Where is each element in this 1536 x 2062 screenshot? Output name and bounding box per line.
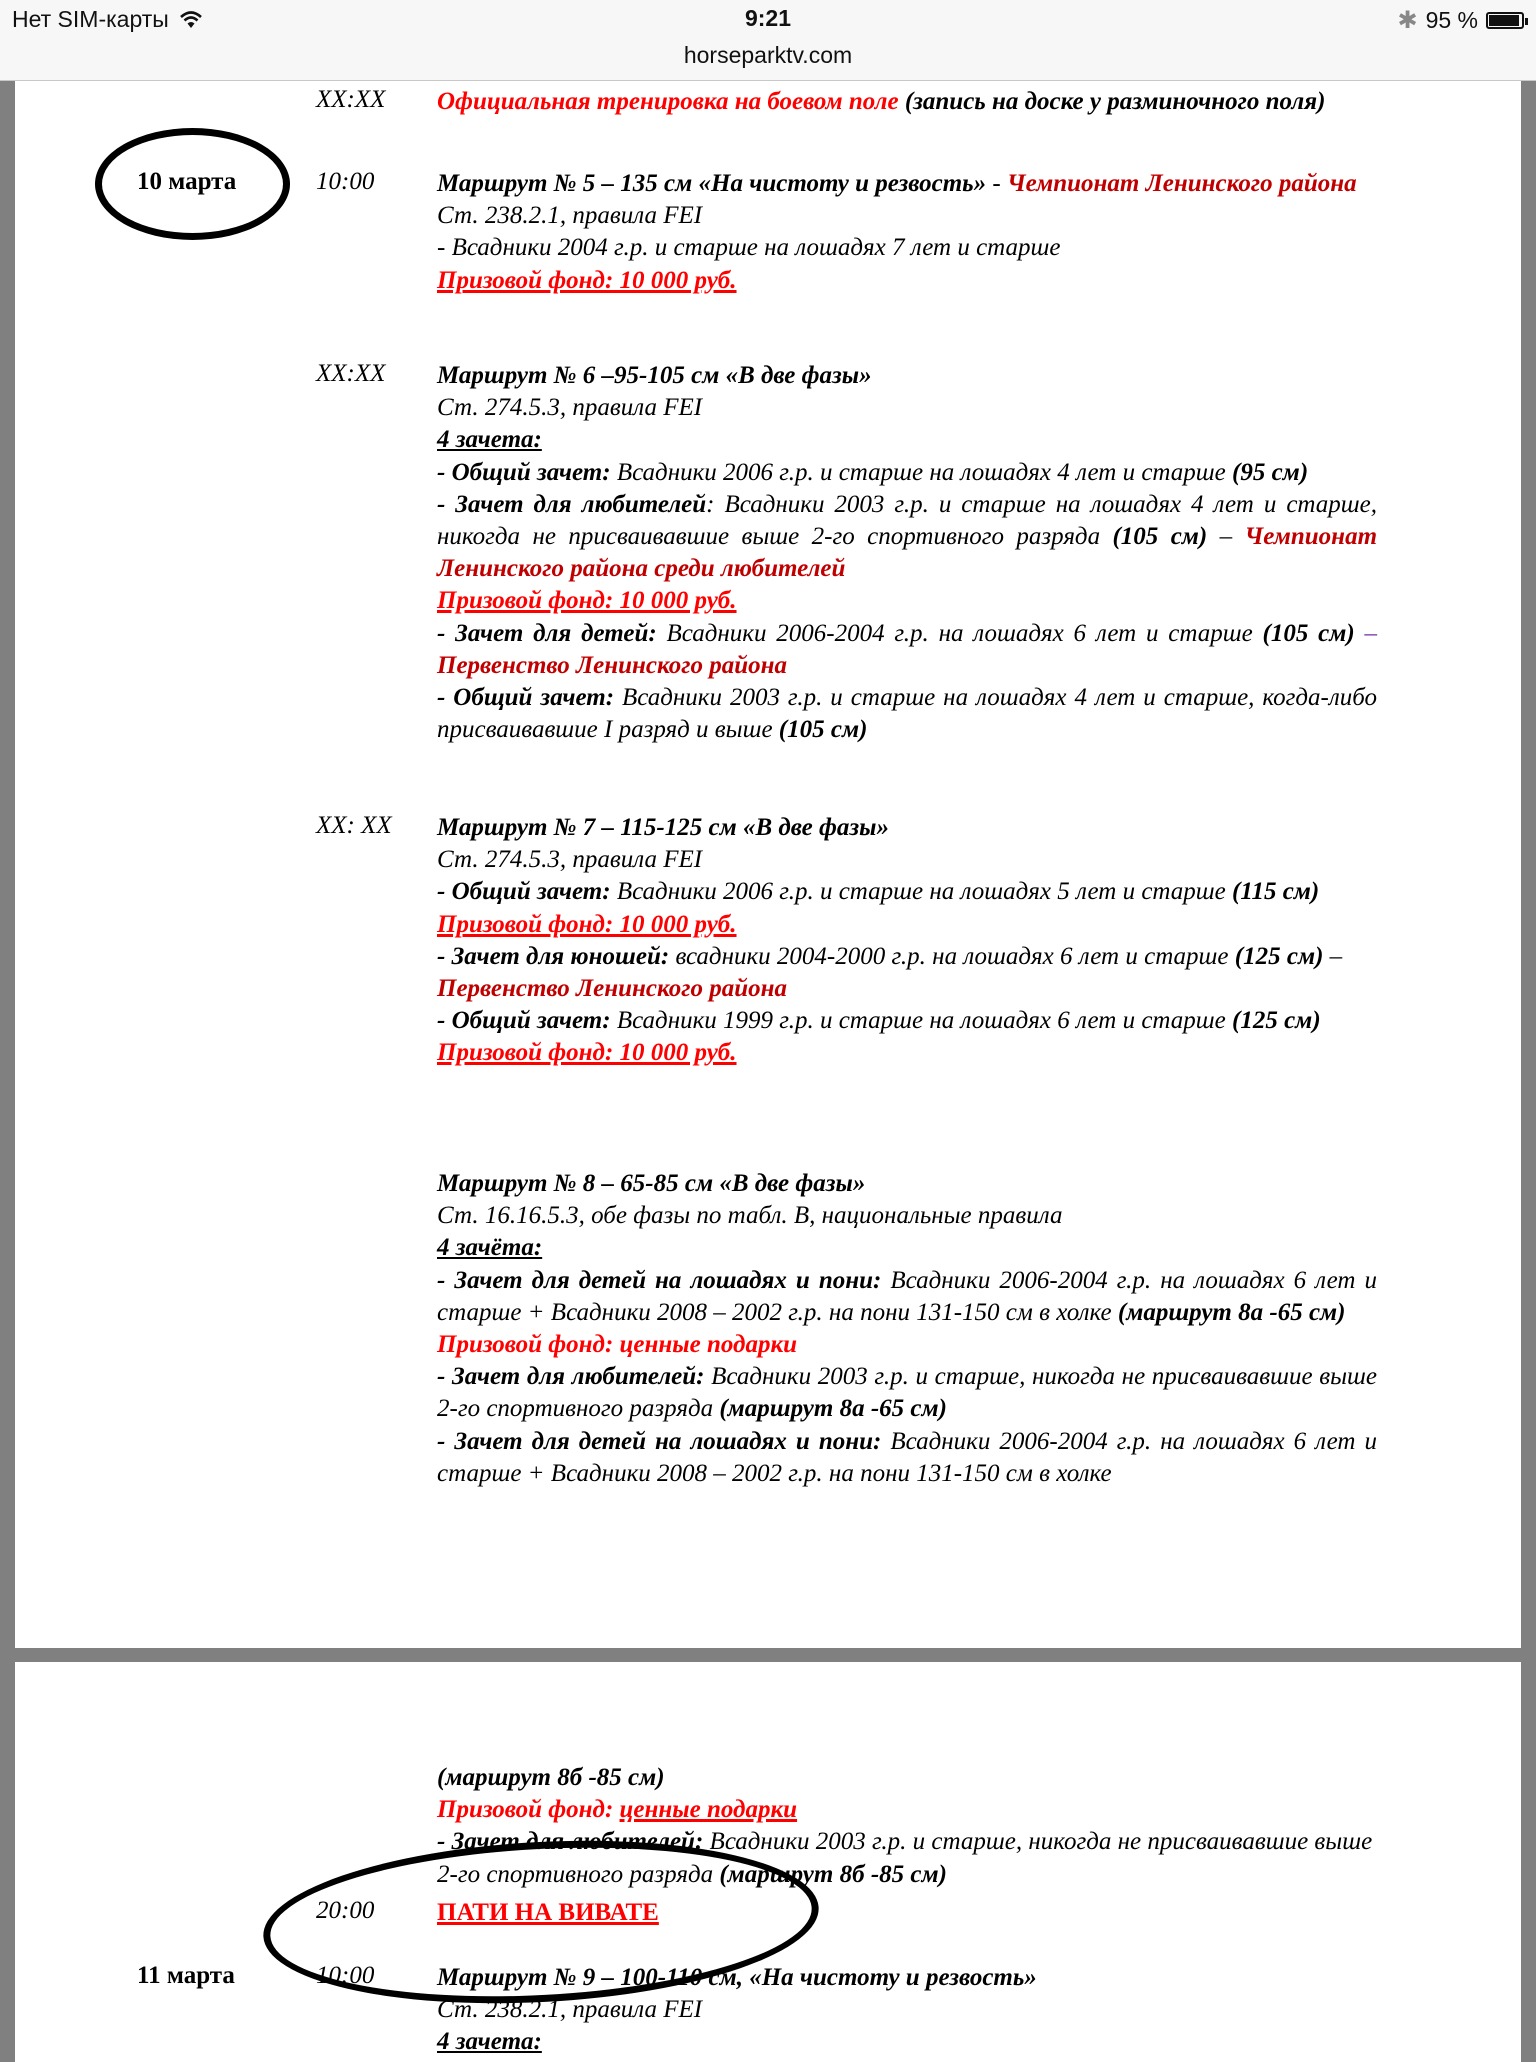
route5-rule: Ст. 238.2.1, правила FEI xyxy=(437,202,703,230)
text-run: Первенство Ленинского района xyxy=(437,651,787,679)
text-run: Всадники 2006-2004 г.р. на лошадях 6 лет и старше xyxy=(656,619,1263,647)
time-cell: XX:XX xyxy=(316,86,386,113)
carrier-label: Нет SIM-карты xyxy=(12,6,169,32)
battery-fill xyxy=(1489,15,1519,26)
text-run: Всадники 2006-2004 г.р. на лошадях 6 лет и старше + Всадники 2008 – 2002 г.р. на пони 131-150 см в холке xyxy=(437,1266,1377,1326)
text-run: (115 см) xyxy=(1232,878,1320,906)
text-run: (125 см) xyxy=(1232,1007,1321,1035)
text-run: - Зачет для юношей: xyxy=(437,942,670,970)
text-run: – xyxy=(1323,942,1343,970)
text-run: : Всадники 2003 г.р. и старше на лошадях 4 лет и старше, никогда не присваивавшие выше 2-го спортивного разряда xyxy=(437,490,1377,551)
text-run: Всадники 2006 г.р. и старше на лошадях 5 лет и старше xyxy=(610,878,1233,906)
text-run: (105 см) xyxy=(1262,619,1355,647)
route5-block xyxy=(437,168,1377,297)
text-run: - Зачет для любителей: xyxy=(437,1363,705,1391)
route7-class-3 xyxy=(437,1005,1377,1037)
text-run: – xyxy=(1219,523,1245,551)
route9-block xyxy=(437,1962,1377,2059)
route8-class-3 xyxy=(437,1426,1377,1490)
pdf-page-2 xyxy=(15,1662,1521,2062)
route8-prize: Призовой фонд: ценные подарки xyxy=(437,1331,798,1359)
route9-rule: Ст. 238.2.1, правила FEI xyxy=(437,1996,703,2024)
route9-time: 10:00 xyxy=(316,1962,375,1989)
route8-title: Маршрут № 8 – 65-85 см «В две фазы» xyxy=(437,1170,866,1197)
training-note: (запись на доске у разминочного поля) xyxy=(898,88,1326,115)
text-run: - Общий зачет: xyxy=(437,684,615,712)
text-run: Первенство Ленинского района xyxy=(437,975,787,1003)
status-right xyxy=(1397,6,1524,35)
text-run: Всадники 2003 г.р. и старше, никогда не присваивавшие выше 2-го спортивного разряда xyxy=(437,1363,1377,1423)
route5-sep: - xyxy=(986,170,1007,197)
text-run: Чемпионат Ленинского района среди любителей xyxy=(437,523,1378,583)
text-run: - Зачет для любителей: xyxy=(437,1828,704,1856)
route6-prize: Призовой фонд: 10 000 руб. xyxy=(437,587,737,615)
route6-class-2 xyxy=(437,489,1377,586)
text-run: – xyxy=(1354,619,1378,647)
pdf-page-1 xyxy=(15,0,1521,1648)
ios-status-bar xyxy=(0,0,1536,81)
route8-count: 4 зачёта: xyxy=(437,1234,543,1262)
date-10-march: 10 марта xyxy=(137,168,237,195)
text-run: - Зачет для детей на лошадях и пони: xyxy=(437,1427,882,1455)
route6-block xyxy=(437,360,1377,746)
route6-class-3 xyxy=(437,618,1377,682)
route5-championship: Чемпионат Ленинского района xyxy=(1006,170,1357,197)
party-entry xyxy=(437,1897,1377,1929)
route5-title: Маршрут № 5 – 135 см «На чистоту и резвость» xyxy=(437,170,987,197)
text-run: (105 см) xyxy=(1112,523,1208,551)
route8-class-1 xyxy=(437,1265,1377,1329)
route5-prize: Призовой фонд: 10 000 руб. xyxy=(437,266,737,294)
text-run: Всадники 2006 г.р. и старше на лошадях 4 лет и старше xyxy=(610,458,1233,486)
text-run: - Зачет для детей: xyxy=(437,619,657,647)
route6-class-1 xyxy=(437,457,1377,489)
route6-title: Маршрут № 6 –95-105 см «В две фазы» xyxy=(437,362,872,389)
route8b-prize-value: ценные подарки xyxy=(619,1796,798,1824)
official-training-entry xyxy=(437,86,1377,118)
route7-rule: Ст. 274.5.3, правила FEI xyxy=(437,846,703,874)
route8-class-2 xyxy=(437,1361,1377,1425)
route9-title: Маршрут № 9 – 100-110 см, «На чистоту и резвость» xyxy=(437,1964,1037,1991)
text-run: всадники 2004-2000 г.р. на лошадях 6 лет и старше xyxy=(669,942,1235,970)
route5-riders: - Всадники 2004 г.р. и старше на лошадях 7 лет и старше xyxy=(437,234,1061,262)
text-run: - Зачет для детей на лошадях и пони: xyxy=(437,1266,882,1294)
text-run: - Общий зачет: xyxy=(437,1007,611,1035)
battery-tip xyxy=(1525,18,1528,25)
route7-block xyxy=(437,812,1377,1070)
date-11-march: 11 марта xyxy=(137,1962,235,1989)
text-run: (маршрут 8а -65 см) xyxy=(1117,1298,1346,1326)
route8b-label: (маршрут 8б -85 см) xyxy=(437,1764,665,1791)
route7-prize-2: Призовой фонд: 10 000 руб. xyxy=(437,1039,737,1067)
route8-rule: Ст. 16.16.5.3, обе фазы по табл. В, национальные правила xyxy=(437,1202,1063,1230)
address-bar-url[interactable]: horseparktv.com xyxy=(683,42,853,68)
route7-title: Маршрут № 7 – 115-125 см «В две фазы» xyxy=(437,814,889,841)
route7-prize-1: Призовой фонд: 10 000 руб. xyxy=(437,910,737,938)
route7-class-2 xyxy=(437,941,1377,1005)
bluetooth-icon: ✱ xyxy=(1397,7,1418,34)
route8b-prize-label: Призовой фонд: xyxy=(437,1796,620,1824)
text-run: - Зачет для любителей xyxy=(437,490,707,518)
route6-count: 4 зачета: xyxy=(437,426,542,454)
text-run: Всадники 1999 г.р. и старше на лошадях 6 лет и старше xyxy=(610,1007,1233,1035)
battery-icon xyxy=(1486,12,1524,29)
route5-time: 10:00 xyxy=(316,168,375,195)
clock: 9:21 xyxy=(744,5,792,31)
party-time: 20:00 xyxy=(316,1897,375,1924)
text-run: Всадники 2003 г.р. и старше на лошадях 4 лет и старше, когда-либо присваивавшие I разряд и выше xyxy=(437,684,1377,744)
text-run: (маршрут 8а -65 см) xyxy=(719,1395,947,1423)
text-run: (125 см) xyxy=(1234,942,1324,970)
battery-percent: 95 % xyxy=(1425,7,1478,33)
route6-rule: Ст. 274.5.3, правила FEI xyxy=(437,394,703,422)
route9-count: 4 зачета: xyxy=(437,2028,542,2056)
route8-block xyxy=(437,1168,1377,1490)
route8-continued xyxy=(437,1762,1377,1891)
route7-class-1 xyxy=(437,876,1377,908)
party-title: ПАТИ НА ВИВАТЕ xyxy=(437,1899,659,1926)
text-run: Всадники 2006-2004 г.р. на лошадях 6 лет и старше + Всадники 2008 – 2002 г.р. на пони 131-150 см в холке xyxy=(437,1427,1377,1487)
training-title: Официальная тренировка на боевом поле xyxy=(437,88,899,115)
text-run: Всадники 2003 г.р. и старше, никогда не присваивавшие выше 2-го спортивного разряда xyxy=(437,1828,1373,1888)
route7-time: XX: XX xyxy=(316,812,392,839)
text-run: (маршрут 8б -85 см) xyxy=(719,1860,947,1888)
text-run: (95 см) xyxy=(1232,458,1309,486)
text-run: - Общий зачет: xyxy=(437,458,611,486)
route8-class-4 xyxy=(437,1826,1377,1890)
text-run: (105 см) xyxy=(778,716,868,744)
text-run: - Общий зачет: xyxy=(437,878,611,906)
route6-time: XX:XX xyxy=(316,360,386,387)
route6-class-4 xyxy=(437,682,1377,746)
